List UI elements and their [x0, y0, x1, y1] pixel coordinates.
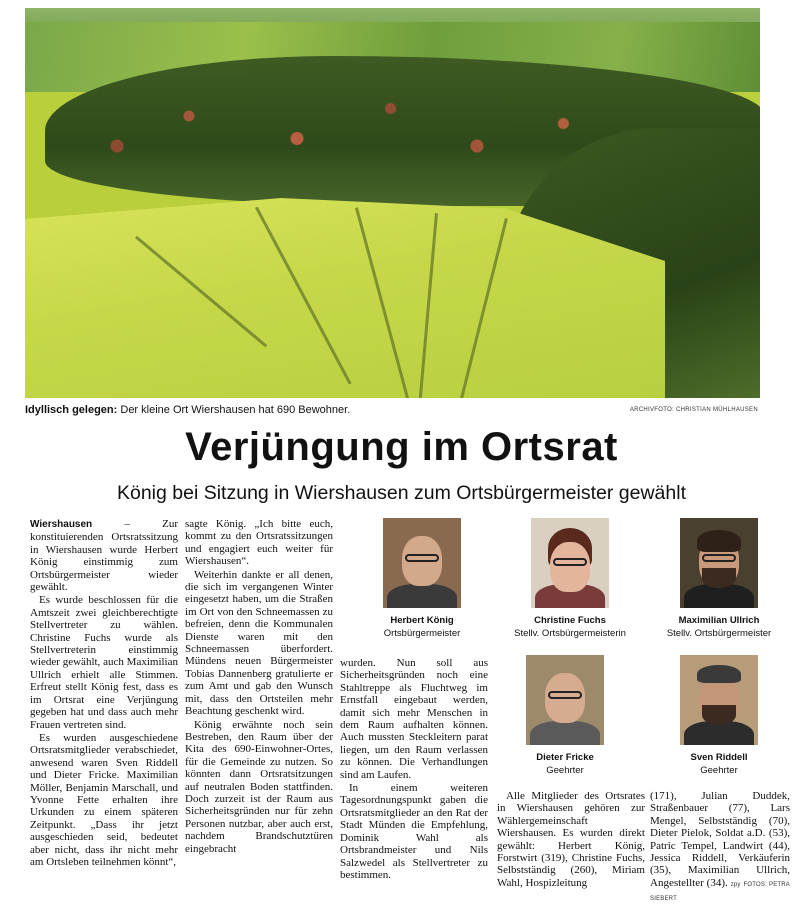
person-role: Geehrter	[700, 765, 738, 776]
article-column-4	[497, 790, 645, 890]
person-role: Stellv. Ortsbürgermeisterin	[514, 628, 626, 639]
portrait-beard	[702, 705, 736, 725]
portrait-photo	[680, 655, 758, 745]
article-column-2	[185, 518, 333, 856]
portrait-glasses	[548, 691, 582, 699]
portrait-christine-fuchs	[500, 518, 640, 639]
person-name: Dieter Fricke	[536, 752, 594, 763]
photo-caption	[25, 404, 350, 416]
person-role: Geehrter	[546, 765, 584, 776]
portrait-hair	[697, 530, 741, 552]
article-column-1	[30, 518, 178, 869]
paragraph: Weiterhin dankte er all denen, die sich im vergangenen Winter eingesetzt haben, um die Straßen im Ort von den Schneemassen zu befreien, denn die Kommunalen Dienste waren mit den Schneemassen überfordert. Mündens neuen Bürgermeister Tobias Dannenberg gratulierte er zum Amt und gab den Wunsch mit, dass den Ortsteilen mehr Beachtung geschenkt wird.	[185, 568, 333, 718]
article-column-3	[340, 657, 488, 882]
portrait-cap	[697, 665, 741, 683]
portrait-sven-riddell	[644, 655, 794, 776]
paragraph	[30, 518, 178, 593]
paragraph: König erwähnte noch sein Bestreben, den Raum über der Kita des 690-Einwohner-Ortes, für die Gemeinde zu nutzen. So könnten dann Ortsratsitzungen auf neutralen Boden stattfinden. Doch zurzeit ist der Raum aus Sicherheitsgründen nur für zehn Personen nutzbar, aber auch erst, nachdem Brandschutztüren eingebracht	[185, 718, 333, 855]
portrait-body	[530, 721, 600, 745]
paragraph: Es wurden ausgeschiedene Ortsratsmitglieder verabschiedet, anwesend waren Sven Riddell und Dieter Fricke. Maximilian Möller, Benjamin Marschall, und Yvonne Fette erhalten ihre Urkunden zu einem späteren Zeitpunkt. „Dass ihr jetzt ausgeschieden seid, bedeutet aber nicht, dass ihr nicht mehr am Ortsleben teilnehmen könnt“,	[30, 731, 178, 868]
photo-credit: ARCHIVFOTO: CHRISTIAN MÜHLHAUSEN	[629, 407, 758, 413]
portrait-body	[387, 584, 457, 608]
paragraph-text: (171), Julian Duddek, Straßenbauer (77), Lars Mengel, Selbstständig (70), Dieter Pielok, Soldat a.D. (53), Patric Tempel, Landwirt (44), Jessica Riddell, Verkäuferin (35), Maximilian Ullrich, Angestellter (34).	[650, 790, 790, 889]
subheadline: König bei Sitzung in Wiershausen zum Ortsbürgermeister gewählt	[116, 482, 686, 504]
portrait-photo	[383, 518, 461, 608]
caption-bold: Idyllisch gelegen:	[25, 404, 118, 416]
article-column-5	[650, 790, 790, 907]
paragraph: wurden. Nun soll aus Sicherheitsgründen noch eine Stahltreppe als Fluchtweg im Ernstfall eingebaut werden, damit sich mehr Menschen in dem Raum aufhalten können. Auch mussten Steckleitern parat liegen, um den Raum verlassen zu können. Die Verhandlungen sind am Laufen.	[340, 657, 488, 781]
portrait-photo	[531, 518, 609, 608]
person-name: Herbert König	[390, 615, 454, 626]
portrait-maximilian-ullrich	[644, 518, 794, 639]
village-aerial-photo	[25, 8, 760, 398]
portrait-glasses	[702, 554, 736, 562]
person-name: Christine Fuchs	[534, 615, 606, 626]
person-role: Stellv. Ortsbürgermeister	[666, 628, 772, 639]
paragraph: In einem weiteren Tagesordnungspunkt gaben die Ortsratsmitglieder an den Rat der Stadt Münden die Empfehlung, Dominik Wahl als Ortsbrandmeister und Nils Salzwedel als Stellvertreter zu bestimmen.	[340, 782, 488, 881]
portrait-beard	[702, 568, 736, 588]
paragraph: Es wurde beschlossen für die Amtszeit zwei gleichberechtigte Stellvertreter zu wählen. Christine Fuchs wurde als Stellvertreterin einstimmig wieder gewählt, auch Maximilian Ullrich erhielt alle Stimmen. Erfreut stellt König fest, dass es im Ortsrat eine Verjüngung gegeben hat und dass auch mehr Frauen vertreten sind.	[30, 594, 178, 731]
portrait-head	[550, 542, 590, 592]
headline: Verjüngung im Ortsrat	[185, 425, 618, 469]
portrait-photo	[680, 518, 758, 608]
person-role: Ortsbürgermeister	[383, 628, 461, 639]
portrait-dieter-fricke	[495, 655, 635, 776]
caption-text: Der kleine Ort Wiershausen hat 690 Bewohner.	[117, 404, 351, 416]
author-tag: zpy	[730, 881, 741, 888]
portrait-herbert-koenig	[352, 518, 492, 639]
person-name: Maximilian Ullrich	[678, 615, 760, 626]
paragraph	[650, 790, 790, 906]
portrait-photo	[526, 655, 604, 745]
portrait-glasses	[405, 554, 439, 562]
dateline: Wiershausen	[30, 519, 93, 530]
paragraph-text: – Zur konstituierenden Ortsratssitzung in Wiershausen wurde Herbert König einstimmig zum Ortsbürgermeister wieder gewählt.	[30, 518, 178, 594]
paragraph: sagte König. „Ich bitte euch, kommt zu den Ortsratssitzungen und engagiert euch weiter für Wiershausen“.	[185, 518, 333, 568]
person-name: Sven Riddell	[690, 752, 748, 763]
paragraph: Alle Mitglieder des Ortsrates in Wiershausen gehören zur Wählergemeinschaft Wiershausen. Es wurden direkt gewählt: Herbert König, Forstwirt (319), Christine Fuchs, Selbstständig (260), Miriam Wahl, Hospizleitung	[497, 790, 645, 889]
portrait-glasses	[553, 558, 587, 566]
portrait-photo-credit: FOTOS: PETRA SIEBERT	[650, 881, 791, 903]
